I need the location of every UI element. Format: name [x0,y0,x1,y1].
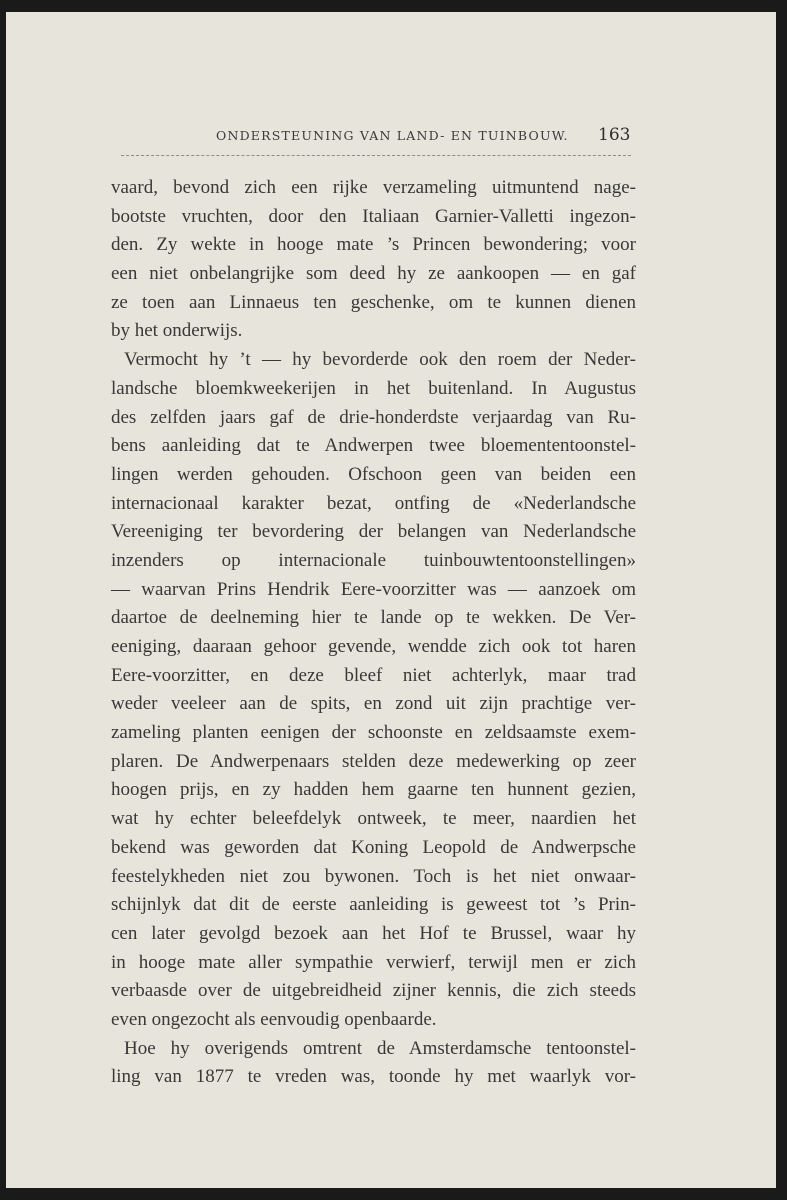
body-text [111,174,636,1092]
text-line: bootste vruchten, door den Italiaan Garnier-Valletti ingezon- [111,205,636,227]
text-line: in hooge mate aller sympathie verwierf, terwijl men er zich [111,951,636,973]
text-line: inzenders op internacionale tuinbouwtentoonstellingen» [111,549,636,571]
text-line: cen later gevolgd bezoek aan het Hof te Brussel, waar hy [111,922,636,944]
page-header [216,125,636,156]
text-line: Vermocht hy ’t — hy bevorderde ook den roem der Neder- [124,349,636,371]
text-line: even ongezocht als eenvoudig openbaarde. [111,1008,437,1030]
text-line: daartoe de deelneming hier te lande op te wekken. De Ver- [111,607,636,629]
text-line: verbaasde over de uitgebreidheid zijner kennis, die zich steeds [111,980,636,1002]
text-line: internacionaal karakter bezat, ontfing de «Nederlandsche [111,492,636,514]
text-line: eeniging, daaraan gehoor gevende, wendde zich ook tot haren [111,636,636,657]
text-line: lingen werden gehouden. Ofschoon geen van beiden een [111,463,636,485]
book-page [6,12,776,1188]
text-line: hoogen prijs, en zy hadden hem gaarne ten hunnent gezien, [111,779,636,801]
text-line: Hoe hy overigends omtrent de Amsterdamsche tentoonstel- [124,1037,636,1059]
text-line: bekend was geworden dat Koning Leopold de Andwerpsche [111,836,636,858]
text-line: feestelykheden niet zou bywonen. Toch is het niet onwaar- [111,865,636,887]
text-line: wat hy echter beleefdelyk ontweek, te meer, naardien het [111,808,636,830]
text-line: Vereeniging ter bevordering der belangen van Nederlandsche [111,521,636,543]
text-line: een niet onbelangrijke som deed hy ze aankoopen — en gaf [111,263,636,285]
running-title: ONDERSTEUNING VAN LAND- EN TUINBOUW. [216,128,569,143]
text-line: den. Zy wekte in hooge mate ’s Princen bewondering; voor [111,234,636,256]
text-line: Eere-voorzitter, en deze bleef niet achterlyk, maar trad [111,664,636,686]
text-line: landsche bloemkweekerijen in het buitenland. In Augustus [111,377,636,399]
text-line: vaard, bevond zich een rijke verzameling uitmuntend nage- [111,177,636,198]
text-line: weder veeleer aan de spits, en zond uit zijn prachtige ver- [111,693,636,715]
text-line: des zelfden jaars gaf de drie-honderdste verjaardag van Ru- [111,406,636,428]
text-line: plaren. De Andwerpenaars stelden deze medewerking op zeer [111,750,636,772]
page-number: 163 [598,125,631,145]
header-rule [121,155,631,156]
text-line: bens aanleiding dat te Andwerpen twee bloemententoonstel- [111,435,636,457]
text-line: by het onderwijs. [111,320,243,342]
text-line: ling van 1877 te vreden was, toonde hy met waarlyk vor- [111,1066,636,1088]
text-line: zameling planten eenigen der schoonste en zeldsaamste exem- [111,722,636,744]
text-line: schijnlyk dat dit de eerste aanleiding is geweest tot ’s Prin- [111,894,636,916]
text-line: — waarvan Prins Hendrik Eere-voorzitter was — aanzoek om [111,578,636,600]
text-line: ze toen aan Linnaeus ten geschenke, om te kunnen dienen [111,291,636,313]
